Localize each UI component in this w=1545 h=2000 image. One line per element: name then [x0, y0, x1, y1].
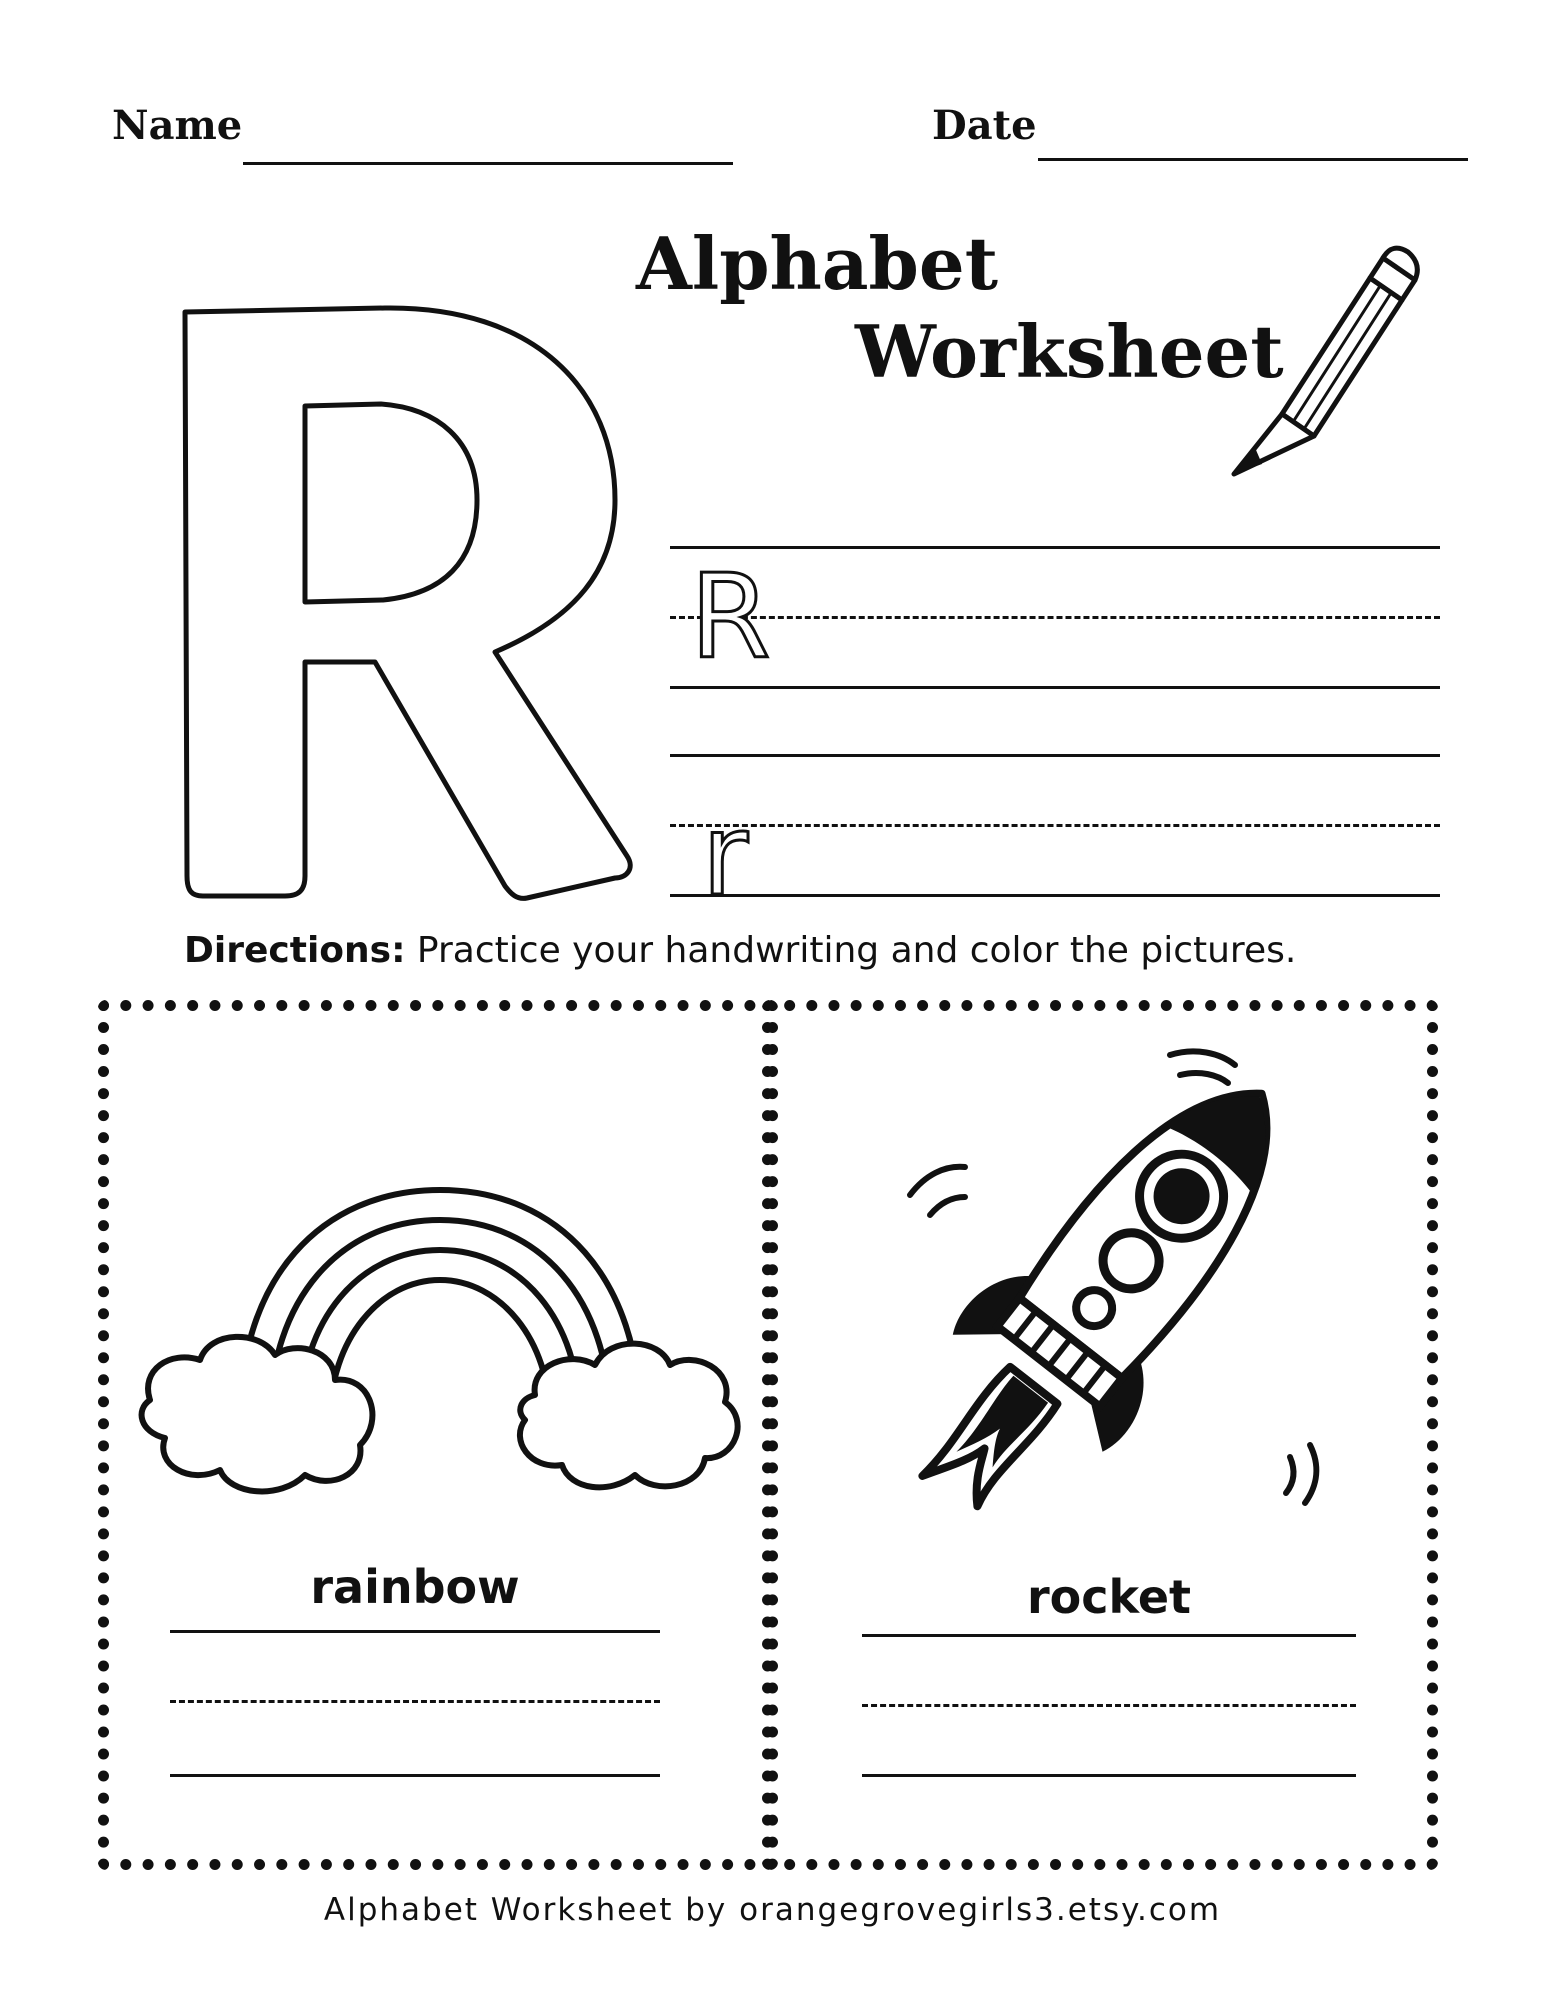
practice-line-lower-base	[670, 894, 1440, 897]
directions-label: Directions:	[184, 930, 406, 971]
card-line-rainbow-mid	[170, 1700, 660, 1703]
big-letter-outline	[175, 300, 645, 920]
card-line-rocket-mid	[862, 1704, 1356, 1707]
page-title-line2: Worksheet	[855, 309, 1284, 394]
date-label: Date	[932, 102, 1037, 149]
rainbow-icon	[130, 1170, 750, 1530]
card-word-rainbow: rainbow	[310, 1560, 520, 1614]
name-field[interactable]	[243, 162, 733, 165]
name-label: Name	[112, 102, 243, 149]
rocket-icon	[850, 1025, 1370, 1565]
card-line-rainbow-base	[170, 1774, 660, 1777]
date-field[interactable]	[1038, 158, 1468, 161]
directions	[184, 930, 1296, 971]
footer-credit: Alphabet Worksheet by orangegrovegirls3.etsy.com	[323, 1892, 1222, 1928]
directions-text: Practice your handwriting and color the pictures.	[416, 930, 1297, 971]
practice-line-upper-mid	[670, 616, 1440, 619]
trace-letter-upper: R	[690, 550, 771, 685]
card-word-rocket: rocket	[1026, 1570, 1192, 1624]
card-line-rainbow-top	[170, 1630, 660, 1633]
card-line-rocket-base	[862, 1774, 1356, 1777]
practice-line-lower-top	[670, 754, 1440, 757]
practice-line-lower-mid	[670, 824, 1440, 827]
trace-letter-lower: r	[702, 791, 749, 921]
practice-line-upper-base	[670, 686, 1440, 689]
practice-line-upper-top	[670, 546, 1440, 549]
page-title-line1: Alphabet	[636, 221, 998, 306]
card-line-rocket-top	[862, 1634, 1356, 1637]
pencil-icon	[1220, 236, 1420, 486]
